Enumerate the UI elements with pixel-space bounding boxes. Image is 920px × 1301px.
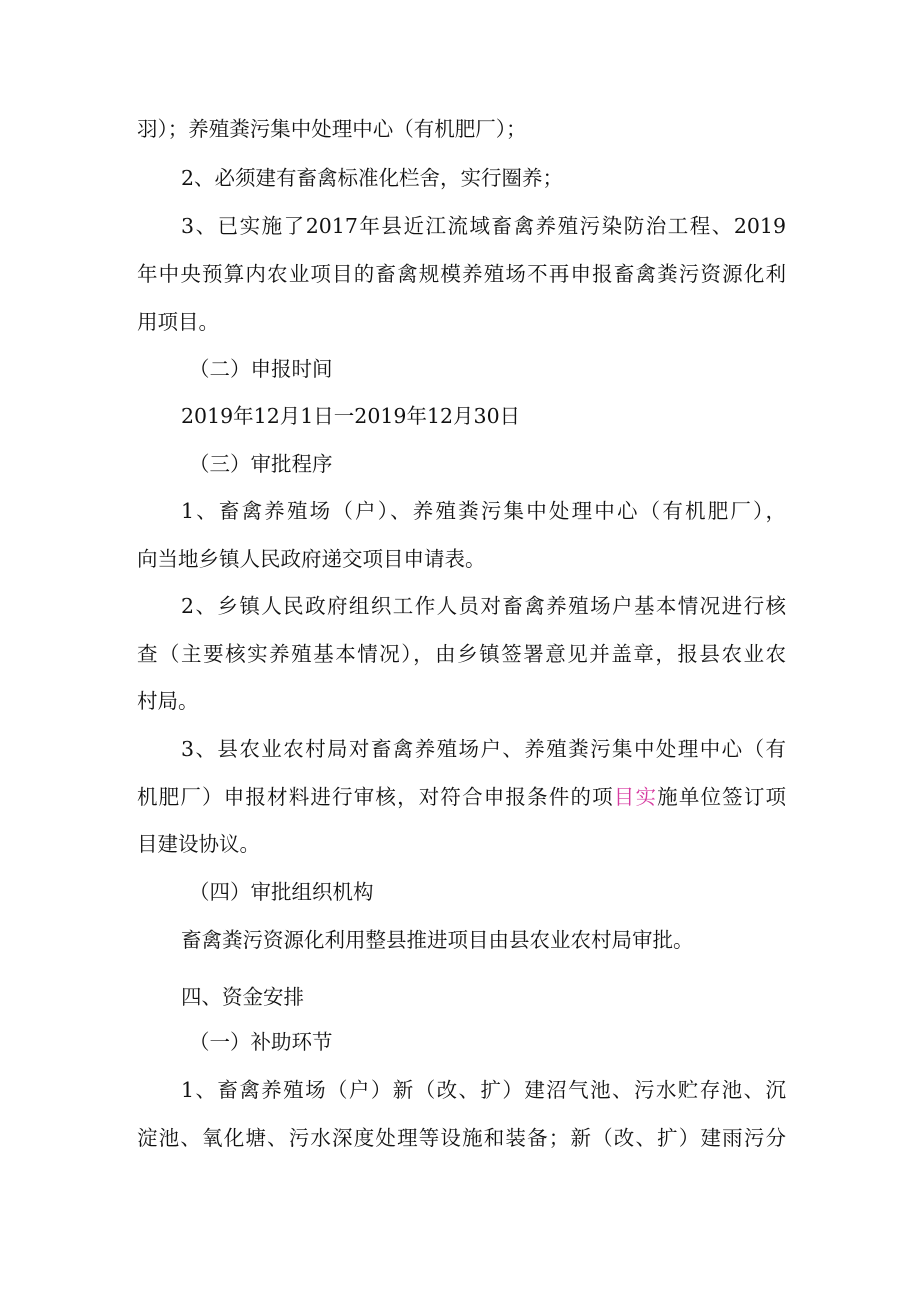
text-line: 向当地乡镇人民政府递交项目申请表。 xyxy=(137,547,486,571)
section-heading: （三）审批程序 xyxy=(189,452,333,476)
section-heading: （四）审批组织机构 xyxy=(189,880,374,904)
text-line: 2019年12月1日一2019年12月30日 xyxy=(181,404,521,428)
section-heading: 四、资金安排 xyxy=(181,985,304,1009)
section-heading: （一）补助环节 xyxy=(189,1030,333,1054)
text-line: 目建设协议。 xyxy=(137,832,260,856)
text-line: 1、畜禽养殖场（户）、养殖粪污集中处理中心（有机肥厂）， xyxy=(181,499,786,523)
text-line: 3、县农业农村局对畜禽养殖场户、养殖粪污集中处理中心（有 xyxy=(181,737,786,761)
text-line: 1、畜禽养殖场（户）新（改、扩）建沼气池、污水贮存池、沉 xyxy=(181,1078,786,1102)
text-line: 淀池、氧化塘、污水深度处理等设施和装备；新（改、扩）建雨污分 xyxy=(137,1126,786,1150)
text-line: 村局。 xyxy=(137,689,199,713)
section-heading: （二）申报时间 xyxy=(189,357,333,381)
text-line: 3、已实施了2017年县近江流域畜禽养殖污染防治工程、2019 xyxy=(181,214,786,238)
text-line: 查（主要核实养殖基本情况），由乡镇签署意见并盖章，报县农业农 xyxy=(137,642,786,666)
text-segment: 施单位签订项 xyxy=(657,785,787,809)
text-line: 2、乡镇人民政府组织工作人员对畜禽养殖场户基本情况进行核 xyxy=(181,594,786,618)
text-line: 羽）；养殖粪污集中处理中心（有机肥厂）； xyxy=(137,117,527,141)
text-line: 用项目。 xyxy=(137,310,219,334)
text-line: 2、必须建有畜禽标准化栏舍，实行圈养； xyxy=(181,166,564,190)
text-line: 畜禽粪污资源化利用整县推进项目由县农业农村局审批。 xyxy=(181,928,694,952)
text-segment: 机肥厂）申报材料进行审核，对符合申报条件的项 xyxy=(137,785,614,809)
highlighted-text: 目实 xyxy=(613,785,658,809)
text-line xyxy=(137,784,786,810)
text-line: 年中央预算内农业项目的畜禽规模养殖场不再申报畜禽粪污资源化利 xyxy=(137,262,786,286)
